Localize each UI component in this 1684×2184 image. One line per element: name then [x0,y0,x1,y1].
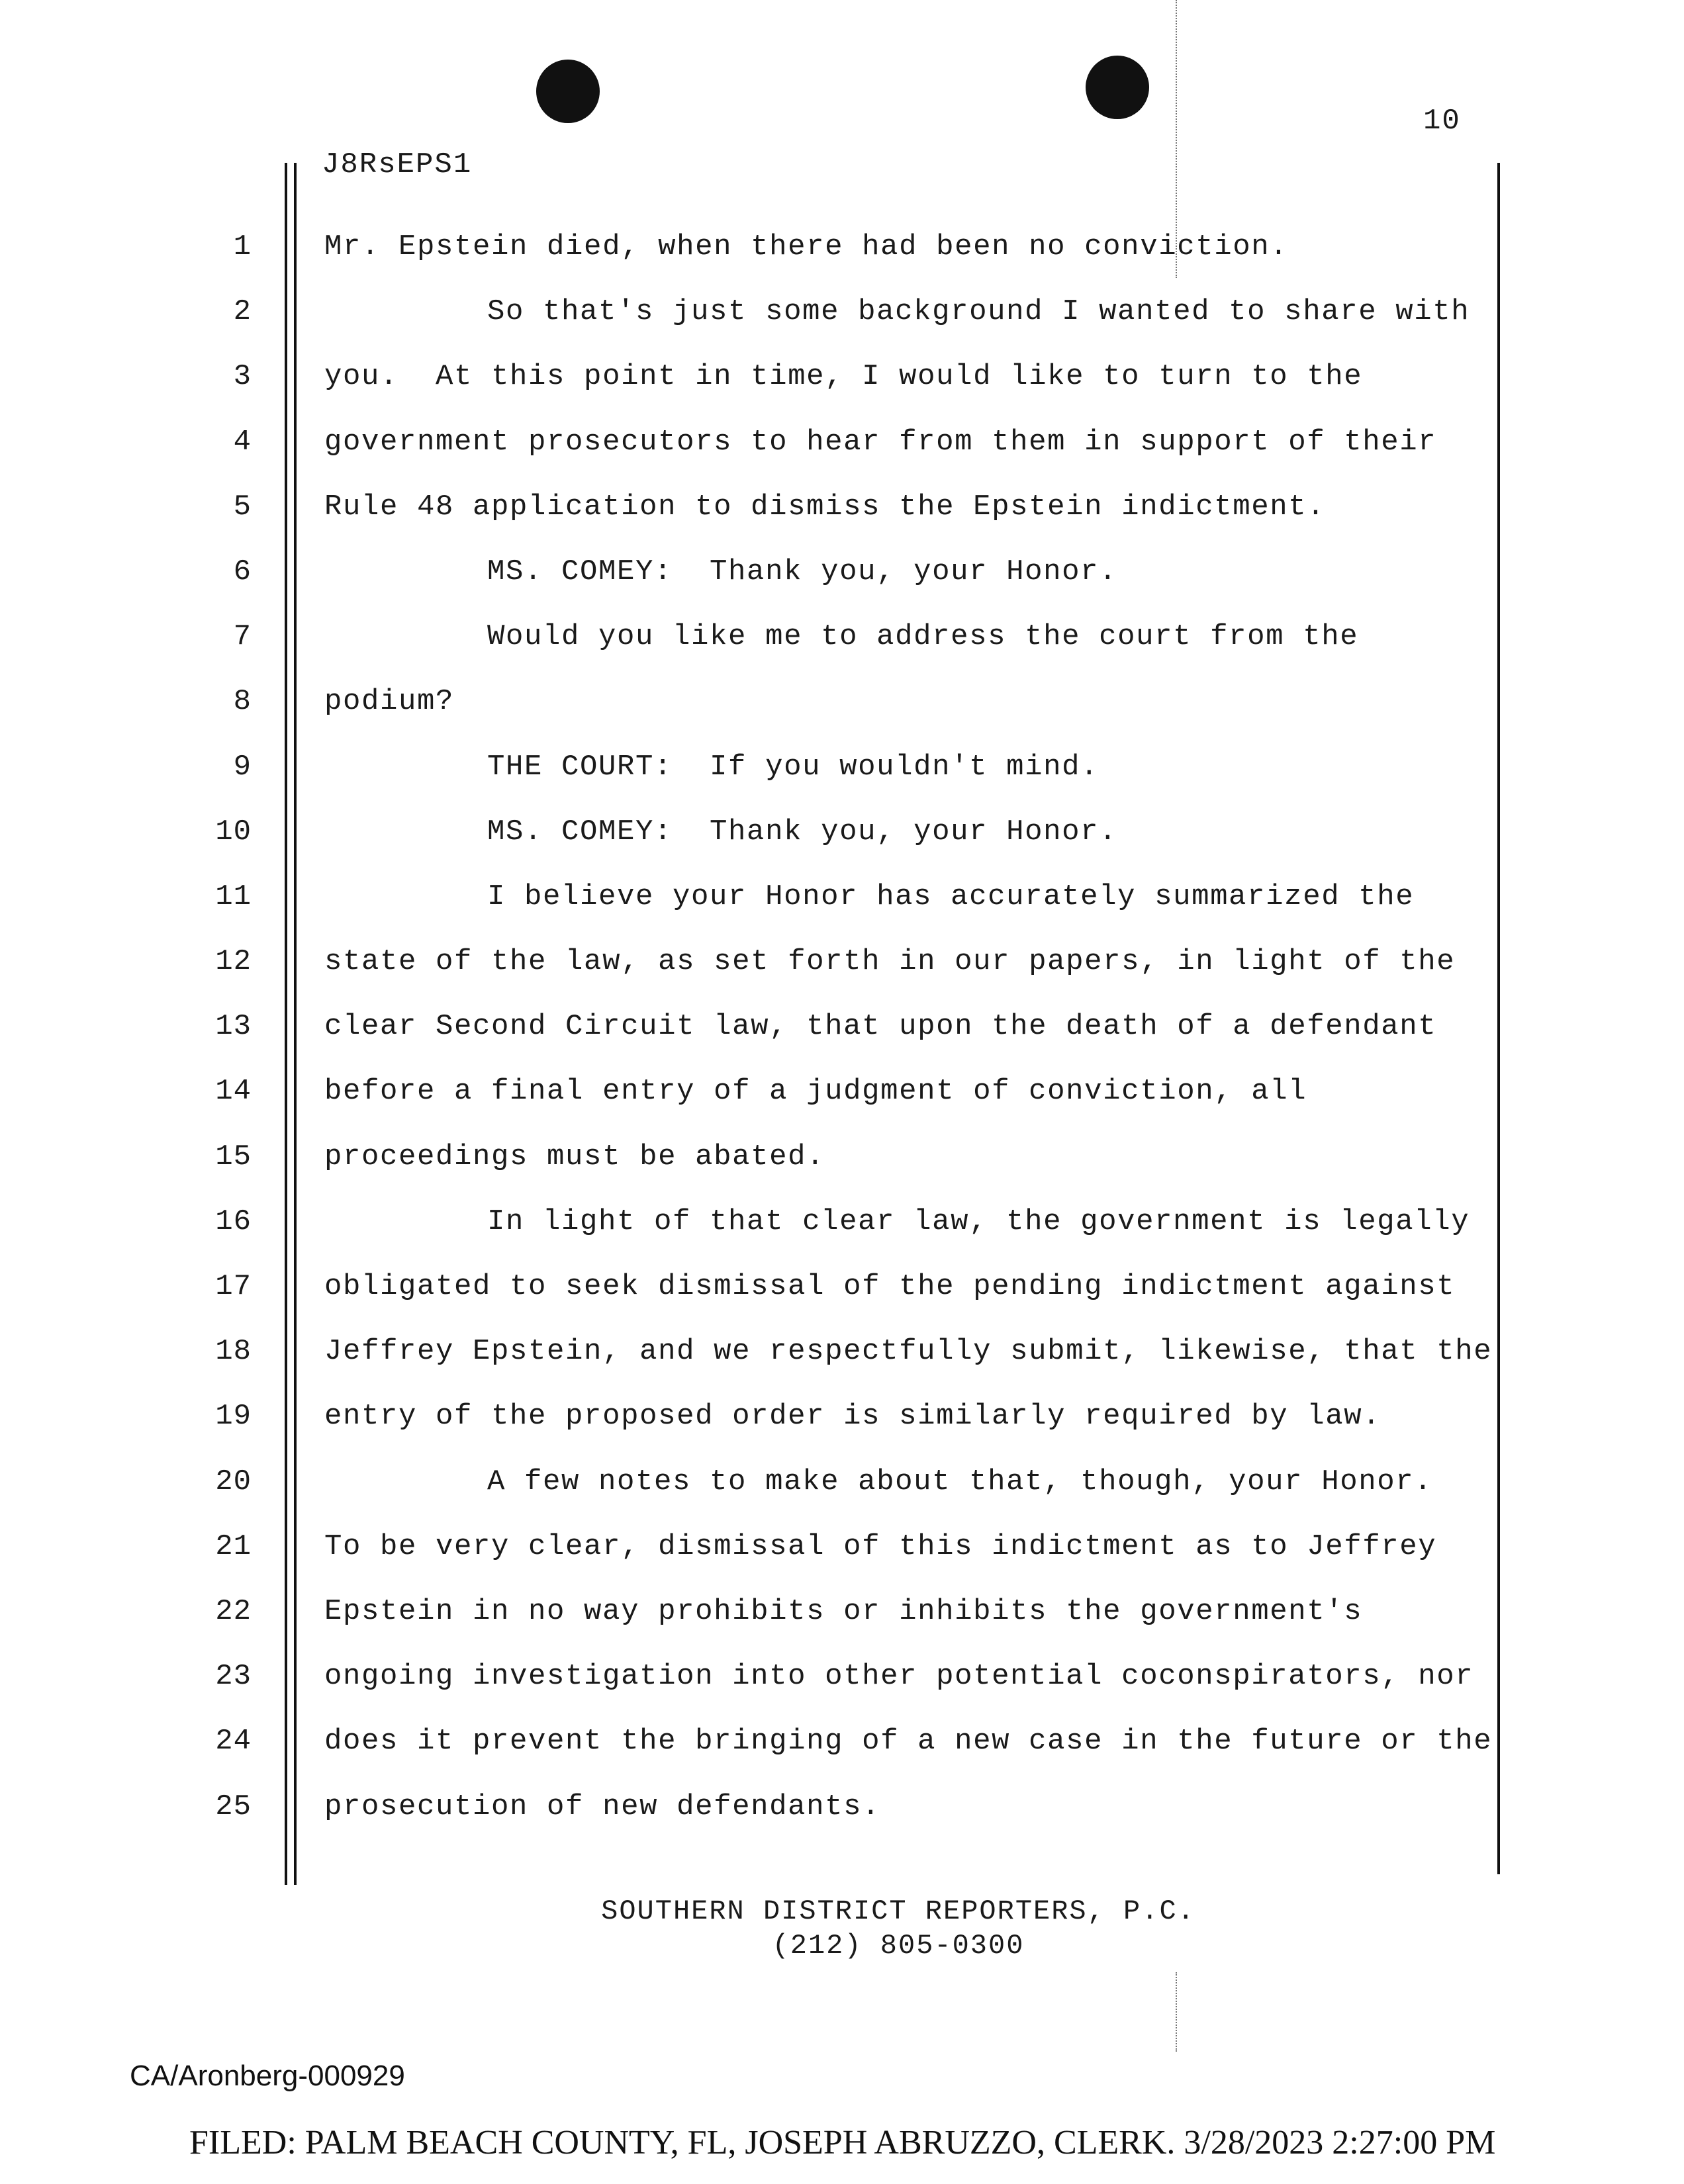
line-text: state of the law, as set forth in our papers, in light of the [324,945,1456,979]
transcript-line [0,815,1684,880]
transcript-line [0,1660,1684,1725]
line-number: 13 [215,1010,252,1044]
line-number: 8 [233,685,252,719]
punch-hole [1086,56,1149,119]
line-number: 14 [215,1075,252,1109]
transcript-line [0,751,1684,815]
line-text: proceedings must be abated. [324,1140,825,1173]
line-number: 20 [215,1465,252,1498]
transcript-line [0,1270,1684,1335]
line-number: 21 [215,1529,252,1563]
line-text: entry of the proposed order is similarly required by law. [324,1400,1381,1433]
line-number: 15 [215,1140,252,1173]
line-number: 12 [215,945,252,979]
transcript-line [0,685,1684,750]
transcript-line [0,1465,1684,1530]
line-number: 5 [233,490,252,523]
transcript-line [0,1205,1684,1270]
line-text: In light of that clear law, the government is legally [487,1205,1470,1238]
scan-artifact-line [1176,1972,1177,2052]
line-number: 25 [215,1790,252,1823]
line-number: 16 [215,1205,252,1238]
line-text: government prosecutors to hear from them in support of their [324,425,1437,459]
line-text: clear Second Circuit law, that upon the death of a defendant [324,1010,1437,1044]
transcript-line [0,1595,1684,1660]
line-text: So that's just some background I wanted to share with [487,295,1470,329]
line-number: 19 [215,1400,252,1433]
line-text: before a final entry of a judgment of conviction, all [324,1075,1307,1109]
line-text: I believe your Honor has accurately summarized the [487,880,1415,913]
transcript-line [0,1530,1684,1595]
bates-number: CA/Aronberg-000929 [130,2060,405,2092]
line-text: does it prevent the bringing of a new case in the future or the [324,1725,1493,1758]
line-text: you. At this point in time, I would like to turn to the [324,360,1363,394]
reporter-phone: (212) 805-0300 [772,1930,1025,1962]
line-text: podium? [324,685,455,719]
line-number: 22 [215,1594,252,1628]
punch-hole [536,60,600,123]
transcript-line [0,295,1684,360]
transcript-line [0,555,1684,620]
transcript-line [0,880,1684,945]
transcript-line [0,360,1684,425]
line-number: 4 [233,425,252,459]
line-text: ongoing investigation into other potential coconspirators, nor [324,1660,1474,1694]
line-number: 17 [215,1270,252,1303]
line-text: obligated to seek dismissal of the pending indictment against [324,1270,1456,1303]
line-text: MS. COMEY: Thank you, your Honor. [487,815,1118,848]
transcript-line [0,1790,1684,1855]
transcript-line [0,1010,1684,1075]
line-text: Jeffrey Epstein, and we respectfully submit, likewise, that the [324,1335,1493,1369]
line-number: 23 [215,1660,252,1694]
transcript-line [0,490,1684,555]
reporter-footer [0,1894,1684,1963]
line-number: 6 [233,555,252,588]
transcript-line [0,1140,1684,1205]
transcript-line [0,620,1684,685]
line-text: prosecution of new defendants. [324,1790,881,1823]
line-number: 18 [215,1335,252,1369]
transcript-line [0,230,1684,295]
transcript-line [0,1335,1684,1400]
line-text: Epstein in no way prohibits or inhibits the government's [324,1594,1363,1628]
line-number: 2 [233,295,252,329]
document-code: J8RsEPS1 [322,148,473,181]
line-number: 24 [215,1725,252,1758]
transcript-line [0,1400,1684,1465]
line-number: 10 [215,815,252,848]
line-number: 3 [233,360,252,394]
line-text: Would you like me to address the court from the [487,620,1359,654]
page-number: 10 [1423,105,1461,138]
transcript-line [0,945,1684,1010]
transcript-lines [0,230,1684,1855]
line-number: 9 [233,750,252,784]
line-text: Mr. Epstein died, when there had been no conviction. [324,230,1289,263]
line-number: 1 [233,230,252,263]
reporter-name: SOUTHERN DISTRICT REPORTERS, P.C. [601,1895,1195,1927]
line-text: MS. COMEY: Thank you, your Honor. [487,555,1118,588]
line-text: THE COURT: If you wouldn't mind. [487,750,1099,784]
line-text: To be very clear, dismissal of this indictment as to Jeffrey [324,1529,1437,1563]
line-number: 7 [233,620,252,654]
transcript-line [0,1075,1684,1140]
line-text: Rule 48 application to dismiss the Epstein indictment. [324,490,1326,523]
transcript-line [0,1725,1684,1790]
line-text: A few notes to make about that, though, your Honor. [487,1465,1433,1498]
transcript-line [0,426,1684,490]
filing-stamp: FILED: PALM BEACH COUNTY, FL, JOSEPH ABRUZZO, CLERK. 3/28/2023 2:27:00 PM [189,2124,1496,2161]
line-number: 11 [215,880,252,913]
